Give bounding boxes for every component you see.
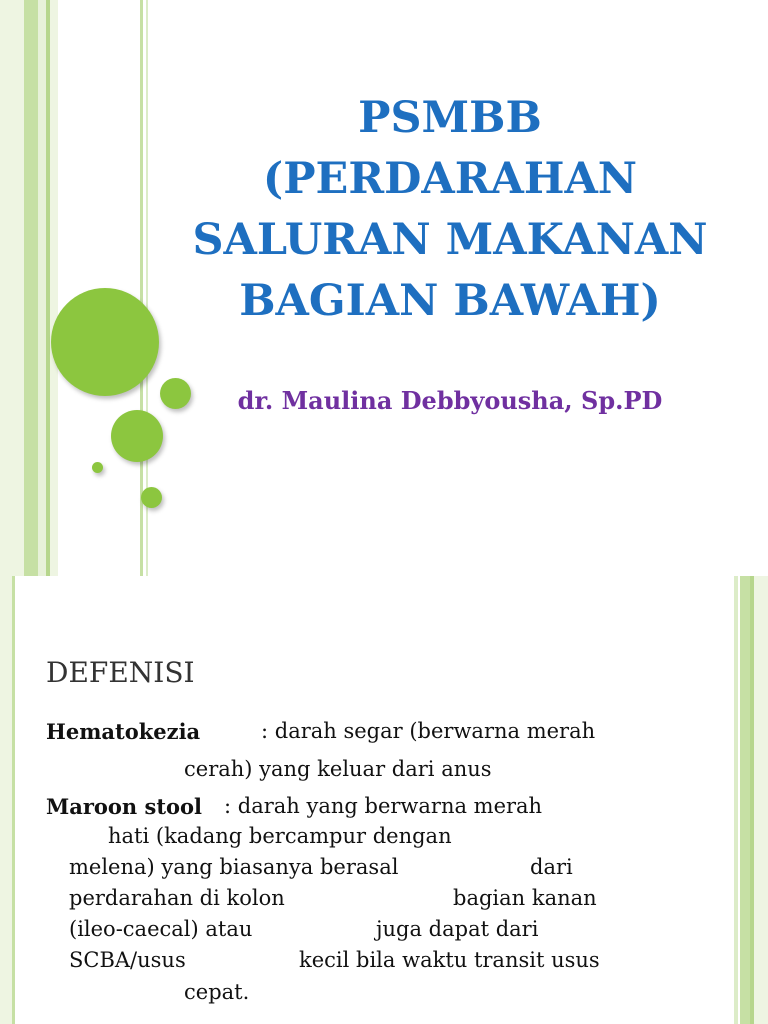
decor-stripe	[0, 576, 12, 1024]
decor-stripe	[740, 576, 750, 1024]
title-line: BAGIAN BAWAH)	[239, 276, 661, 326]
definition-line: perdarahan di kolon	[69, 886, 285, 910]
decor-circle	[111, 410, 163, 462]
definition-line: kecil bila waktu transit usus	[299, 948, 600, 972]
decor-circle	[92, 462, 103, 473]
definition-line: hati (kadang bercampur dengan	[108, 824, 452, 848]
title-line: PSMBB	[358, 93, 542, 143]
definition-line: melena) yang biasanya berasal	[69, 855, 399, 879]
definition-line: bagian kanan	[453, 886, 597, 910]
decor-stripe	[38, 0, 46, 576]
decor-stripe	[734, 576, 738, 1024]
decor-stripe	[12, 576, 15, 1024]
author-name: dr. Maulina Debbyousha, Sp.PD	[237, 386, 663, 415]
term-maroon-stool: Maroon stool	[46, 794, 203, 819]
definition-line: cerah) yang keluar dari anus	[184, 757, 492, 781]
definition-slide	[0, 576, 768, 1024]
decor-stripe	[754, 576, 768, 1024]
decor-stripe	[140, 0, 143, 576]
definition-line: : darah segar (berwarna merah	[261, 719, 596, 743]
slide-title	[150, 88, 750, 332]
decor-stripe	[24, 0, 38, 576]
decor-circle	[141, 487, 162, 508]
definition-line: SCBA/usus	[69, 948, 186, 972]
definition-line: cepat.	[184, 980, 250, 1004]
definition-line: dari	[530, 855, 573, 879]
decor-stripe	[50, 0, 58, 576]
definition-line: juga dapat dari	[376, 917, 539, 941]
decor-stripe	[0, 0, 24, 576]
title-line: (PERDARAHAN	[262, 154, 638, 204]
term-hematokezia: Hematokezia	[46, 719, 201, 744]
title-line: SALURAN MAKANAN	[192, 215, 708, 265]
definition-line: (ileo-caecal) atau	[69, 917, 253, 941]
section-heading: DEFENISI	[46, 656, 195, 689]
decor-circle	[51, 288, 159, 396]
definition-line: : darah yang berwarna merah	[224, 794, 543, 818]
